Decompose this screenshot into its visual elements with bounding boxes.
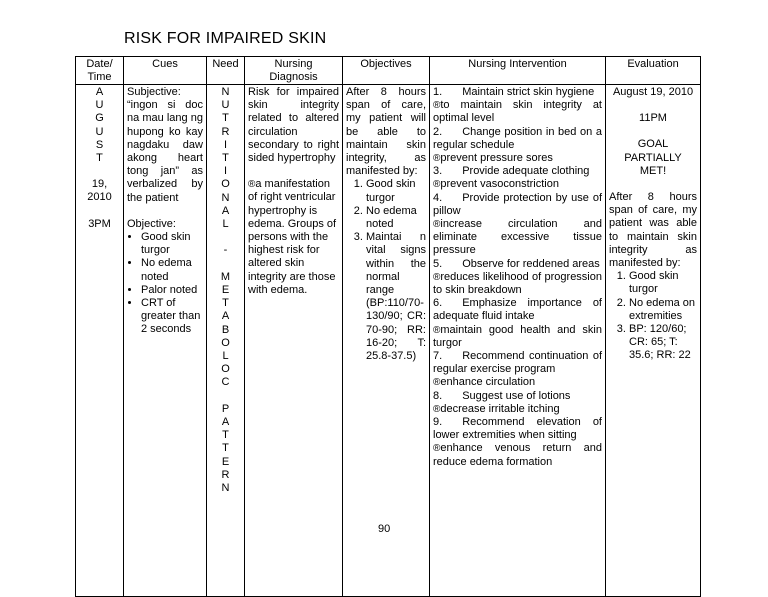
need-cell xyxy=(207,85,245,597)
intervention-action-text: Observe for reddened areas xyxy=(462,257,600,270)
intervention-number: 5. xyxy=(433,257,443,270)
eval-date: August 19, 2010 xyxy=(612,86,694,98)
month-letter: G xyxy=(95,112,104,125)
list-item: 3. BP: 120/60; CR: 65; T: 35.6; RR: 22 xyxy=(629,323,697,363)
eval-status-line: PARTIALLY xyxy=(624,151,682,164)
need-letter: E xyxy=(221,455,230,468)
need-letter: T xyxy=(222,442,229,455)
intervention-cell xyxy=(430,85,606,597)
intervention-rationale xyxy=(433,178,602,191)
page-title: RISK FOR IMPAIRED SKIN xyxy=(124,30,327,47)
intervention-action xyxy=(433,192,602,218)
intervention-number: 4. xyxy=(433,191,443,204)
rationale-mark: ® xyxy=(433,153,441,165)
intervention-rationale-text: enhance circulation xyxy=(440,376,536,389)
intervention-rationale xyxy=(433,442,602,468)
intervention-action-text: Provide adequate clothing xyxy=(462,165,590,178)
header-cues: Cues xyxy=(124,57,207,85)
intervention-action xyxy=(433,126,602,152)
header-objectives: Objectives xyxy=(343,57,430,85)
intervention-action xyxy=(433,390,602,403)
rationale-mark: ® xyxy=(433,100,441,112)
list-item: 1. Good skin turgor xyxy=(366,178,426,204)
intervention-rationale xyxy=(433,403,602,416)
care-plan-table xyxy=(75,56,701,597)
need-letter: R xyxy=(221,468,230,481)
rationale-mark: ® xyxy=(248,179,256,191)
intervention-rationale-text: decrease irritable itching xyxy=(440,402,560,415)
intervention-action xyxy=(433,350,602,376)
eval-status-line: GOAL xyxy=(637,138,669,151)
need-letter: B xyxy=(221,323,230,336)
date-year: 2010 xyxy=(87,191,112,204)
intervention-rationale xyxy=(433,324,602,350)
intervention-rationale xyxy=(433,152,602,165)
need-letter: C xyxy=(221,376,230,389)
need-letter xyxy=(210,390,241,403)
evaluation-cell xyxy=(606,85,701,597)
intervention-rationale-text: reduces likelihood of progression to skin breakdown xyxy=(433,270,602,297)
header-row xyxy=(76,57,701,85)
intervention-rationale xyxy=(433,376,602,389)
need-letter: R xyxy=(221,125,230,138)
eval-list xyxy=(609,270,697,362)
intervention-rationale-text: increase circulation and eliminate excessive tissue pressure xyxy=(433,218,602,257)
need-letter: N xyxy=(221,482,230,495)
need-letter: A xyxy=(221,416,230,429)
diagnosis-cell xyxy=(245,85,343,597)
need-letter: T xyxy=(222,152,229,165)
need-letter: N xyxy=(221,191,230,204)
intervention-rationale-text: prevent vasoconstriction xyxy=(440,178,559,191)
eval-time: 11PM xyxy=(639,112,667,125)
need-letter: M xyxy=(220,270,231,283)
intervention-rationale-text: maintain good health and skin turgor xyxy=(433,323,602,349)
date-day: 19, xyxy=(91,178,108,191)
intervention-list xyxy=(433,86,602,469)
month-letter: T xyxy=(96,152,103,165)
intervention-rationale-text: to maintain skin integrity at optimal level xyxy=(433,99,602,125)
need-letter: E xyxy=(221,284,230,297)
need-letter xyxy=(210,231,241,244)
header-date-line2: Time xyxy=(87,70,112,83)
objective-list xyxy=(127,231,203,337)
need-letter: I xyxy=(223,165,228,178)
need-letter: P xyxy=(221,402,230,415)
need-letter: N xyxy=(221,86,230,98)
rationale-mark: ® xyxy=(433,179,441,191)
need-letter: A xyxy=(221,204,230,217)
intervention-action xyxy=(433,297,602,323)
list-item: 1. Good skin turgor xyxy=(629,270,697,296)
intervention-action-text: Provide protection by use of pillow xyxy=(433,191,602,217)
month-letter: A xyxy=(95,86,104,98)
intervention-action xyxy=(433,165,602,178)
objective-label: Objective: xyxy=(127,217,176,230)
rationale-mark: ® xyxy=(433,443,441,455)
list-item: 2. No edema on extremities xyxy=(629,297,697,323)
rationale-mark: ® xyxy=(433,219,441,231)
rationale-mark: ® xyxy=(433,403,441,415)
intervention-rationale xyxy=(433,99,602,125)
header-need: Need xyxy=(207,57,245,85)
table-row xyxy=(76,85,701,597)
intervention-action-text: Maintain strict skin hygiene xyxy=(462,86,595,98)
month-letters xyxy=(79,86,120,165)
need-letter xyxy=(210,258,241,271)
intervention-rationale xyxy=(433,218,602,258)
need-letter: U xyxy=(221,99,230,112)
rationale-mark: ® xyxy=(433,271,441,283)
header-date xyxy=(76,57,124,85)
need-letters xyxy=(210,86,241,495)
list-item: 3. Maintai n vital signs within the normal range (BP:110/70-130/90; CR: 70-90; RR: 16-20; T: 25.8-37.5) xyxy=(366,231,426,363)
need-letter: O xyxy=(221,336,230,349)
list-item: • No edema noted xyxy=(141,257,203,283)
page-number: 90 xyxy=(378,523,391,535)
need-letter: A xyxy=(221,310,230,323)
header-diagnosis-line1: Nursing xyxy=(274,58,313,70)
date-cell xyxy=(76,85,124,597)
list-item: • CRT of greater than 2 seconds xyxy=(141,297,203,337)
need-letter: - xyxy=(223,244,228,257)
need-letter: I xyxy=(223,138,228,151)
header-diagnosis xyxy=(245,57,343,85)
intervention-number: 1. xyxy=(433,86,443,98)
intervention-number: 3. xyxy=(433,165,443,178)
list-item: • Palor noted xyxy=(141,284,203,297)
month-letter: S xyxy=(95,138,104,151)
intervention-action xyxy=(433,258,602,271)
need-letter: O xyxy=(221,363,230,376)
objectives-intro: After 8 hours span of care, my patient will be able to maintain skin integrity, as manifested by: xyxy=(346,86,426,178)
need-letter: L xyxy=(222,218,229,231)
cues-cell xyxy=(124,85,207,597)
intervention-number: 8. xyxy=(433,389,443,402)
date-time: 3PM xyxy=(88,217,111,230)
month-letter: U xyxy=(95,99,104,112)
objectives-list xyxy=(346,178,426,363)
subjective-text: “ingon si doc na mau lang ng hupong ko kay nagdaku daw akong heart tong jan” as verbalized by the patient xyxy=(127,99,203,204)
intervention-action-text: Suggest use of lotions xyxy=(462,389,571,402)
rationale-mark: ® xyxy=(433,377,441,389)
header-evaluation: Evaluation xyxy=(606,57,701,85)
intervention-action-text: Recommend elevation of lower extremities when sitting xyxy=(433,416,602,442)
intervention-number: 6. xyxy=(433,297,443,310)
intervention-rationale-text: prevent pressure sores xyxy=(440,152,553,165)
diagnosis-rationale-text: a manifestation of right ventricular hypertrophy is edema. Groups of persons with the highest risk for altered skin integrity are those with edema. xyxy=(248,178,337,296)
eval-status-line: MET! xyxy=(639,164,667,177)
diagnosis-text: Risk for impaired skin integrity related to altered circulation secondary to right sided hypertrophy xyxy=(248,86,339,165)
intervention-action-text: Emphasize importance of adequate fluid intake xyxy=(433,297,602,323)
need-letter: L xyxy=(222,350,229,363)
month-letter: U xyxy=(95,125,104,138)
intervention-number: 2. xyxy=(433,125,443,138)
intervention-action-text: Recommend continuation of regular exercise program xyxy=(433,350,602,376)
intervention-action xyxy=(433,416,602,442)
need-letter: T xyxy=(222,112,229,125)
need-letter: O xyxy=(221,178,230,191)
intervention-action xyxy=(433,86,602,99)
diagnosis-rationale xyxy=(248,178,339,297)
header-intervention: Nursing Intervention xyxy=(430,57,606,85)
need-letter: T xyxy=(222,297,229,310)
intervention-number: 9. xyxy=(433,416,443,429)
subjective-label: Subjective: xyxy=(127,86,181,98)
objectives-cell xyxy=(343,85,430,597)
intervention-rationale xyxy=(433,271,602,297)
intervention-rationale-text: enhance venous return and reduce edema formation xyxy=(433,442,602,468)
header-date-line1: Date/ xyxy=(86,58,113,70)
intervention-number: 7. xyxy=(433,350,443,363)
list-item: 2. No edema noted xyxy=(366,205,426,231)
need-letter: T xyxy=(222,429,229,442)
intervention-action-text: Change position in bed on a regular schedule xyxy=(433,125,602,151)
header-diagnosis-line2: Diagnosis xyxy=(269,70,318,83)
list-item: • Good skin turgor xyxy=(141,231,203,257)
rationale-mark: ® xyxy=(433,324,441,336)
eval-intro: After 8 hours span of care, my patient was able to maintain skin integrity as manifested by: xyxy=(609,191,697,270)
